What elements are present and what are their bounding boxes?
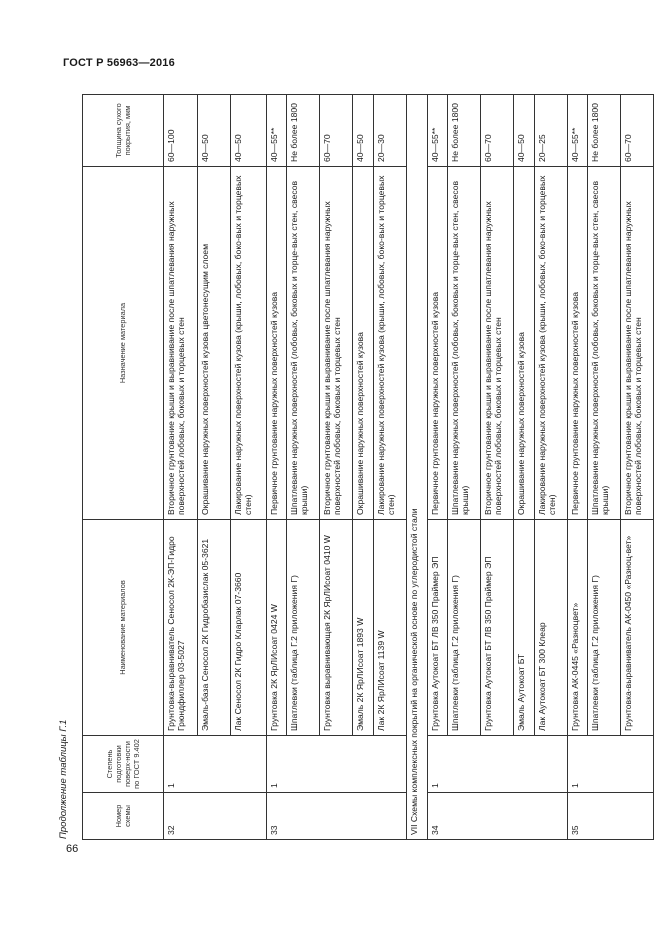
coating-thickness: Не более 1800 [448, 95, 481, 167]
material-name: Эмаль Аутокоат БТ [514, 520, 535, 736]
material-purpose: Окрашивание наружных поверхностей кузова [353, 167, 374, 520]
header-thickness: Толщина сухого покрытия, мкм [83, 95, 164, 167]
material-name: Грунтовка выравнивающая 2К ЯрЛИсоат 0410 W [320, 520, 353, 736]
scheme-number: 33 [267, 793, 407, 840]
material-name: Грунтовка Аутокоат БТ ЛВ 350 Праймер ЭП [428, 520, 448, 736]
table-row [428, 95, 448, 840]
material-purpose: Первичное грунтование наружных поверхностей кузова [267, 167, 287, 520]
prep-degree: 1 [568, 736, 654, 793]
page-number: 66 [66, 843, 79, 855]
prep-degree: 1 [164, 736, 267, 793]
material-name: Лак 2К ЯрЛИсоат 1139 W [374, 520, 407, 736]
table-row [448, 95, 481, 840]
coating-thickness: Не более 1800 [287, 95, 320, 167]
material-purpose: Окрашивание наружных поверхностей кузова цветонесущим слоем [198, 167, 231, 520]
coating-thickness: 60—70 [621, 95, 654, 167]
material-purpose: Лакирование наружных поверхностей кузова (крыши, лобовых, боко-вых и торцевых стен) [535, 167, 568, 520]
material-purpose: Первичное грунтование наружных поверхностей кузова [568, 167, 588, 520]
scheme-number: 35 [568, 793, 654, 840]
material-name: Эмаль-база Сеносол 2К Гидробазислак 05-3621 [198, 520, 231, 736]
table-row [535, 95, 568, 840]
material-purpose: Лакирование наружных поверхностей кузова (крыши, лобовых, боко-вых и торцевых стен) [374, 167, 407, 520]
material-name: Шпатлевки (таблица Г.2 приложения Г) [588, 520, 621, 736]
header-prep-degree: Степень подготовки поверх-ности по ГОСТ 9.402 [83, 736, 164, 793]
material-purpose: Вторичное грунтование крыши и выравнивание после шпатлевания наружных поверхностей лобовых, боковых и торцевых стен [164, 167, 198, 520]
material-purpose: Шпатлевание наружных поверхностей (лобовых, боковых и торце-вых стен, свесов крыши) [448, 167, 481, 520]
table-row [287, 95, 320, 840]
coating-thickness: 60—70 [481, 95, 514, 167]
coating-thickness: 60—100 [164, 95, 198, 167]
material-purpose: Вторичное грунтование крыши и выравнивание после шпатлевания наружных поверхностей лобовых, боковых и торцевых стен [481, 167, 514, 520]
coating-thickness: 40—50 [231, 95, 267, 167]
table-row [514, 95, 535, 840]
material-name: Грунтовка-выравниватель Сеносол 2К-ЭП-Гидро Грюндфиллер 03-5027 [164, 520, 198, 736]
coating-thickness: 40—50 [514, 95, 535, 167]
prep-degree: 1 [428, 736, 568, 793]
header-scheme-no: Номер схемы [83, 793, 164, 840]
coating-thickness: 20—25 [535, 95, 568, 167]
coating-thickness: 40—55** [267, 95, 287, 167]
material-name: Шпатлевки (таблица Г.2 приложения Г) [287, 520, 320, 736]
header-purpose: Назначение материала [83, 167, 164, 520]
scheme-number: 34 [428, 793, 568, 840]
coating-thickness: 60—70 [320, 95, 353, 167]
coating-thickness: 40—55** [568, 95, 588, 167]
coatings-table [82, 94, 654, 840]
material-purpose: Первичное грунтование наружных поверхностей кузова [428, 167, 448, 520]
material-name: Эмаль 2К ЯрЛИсоат 1893 W [353, 520, 374, 736]
table-row [374, 95, 407, 840]
coating-thickness: 40—50 [353, 95, 374, 167]
material-purpose: Вторичное грунтование крыши и выравнивание после шпатлевания наружных поверхностей лобовых, боковых и торцевых стен [320, 167, 353, 520]
material-name: Грунтовка 2К ЯрЛИсоат 0424 W [267, 520, 287, 736]
material-purpose: Шпатлевание наружных поверхностей (лобовых, боковых и торце-вых стен, свесов крыши) [287, 167, 320, 520]
coating-thickness: Не более 1800 [588, 95, 621, 167]
section-row [407, 95, 428, 840]
table-row [267, 95, 287, 840]
table-continuation-caption: Продолжение таблицы Г.1 [58, 719, 69, 839]
material-name: Лак Аутокоат БТ 300 Клеар [535, 520, 568, 736]
table-header-row [83, 95, 164, 840]
document-title: ГОСТ Р 56963—2016 [63, 57, 175, 69]
table-row [320, 95, 353, 840]
rotated-table-container [82, 95, 644, 840]
material-name: Грунтовка АК-0445 «Разноцвет» [568, 520, 588, 736]
prep-degree: 1 [267, 736, 407, 793]
coating-thickness: 40—55** [428, 95, 448, 167]
material-purpose: Вторичное грунтование крыши и выравнивание после шпатлевания наружных поверхностей лобовых, боковых и торцевых стен [621, 167, 654, 520]
scheme-number: 32 [164, 793, 267, 840]
material-purpose: Окрашивание наружных поверхностей кузова [514, 167, 535, 520]
table-row [588, 95, 621, 840]
table-row [481, 95, 514, 840]
table-row [231, 95, 267, 840]
header-material-names: Наименование материалов [83, 520, 164, 736]
material-name: Лак Сеносол 2К Гидро Кларлак 07-3660 [231, 520, 267, 736]
material-purpose: Шпатлевание наружных поверхностей (лобовых, боковых и торце-вых стен, свесов крыши) [588, 167, 621, 520]
material-name: Шпатлевки (таблица Г.2 приложения Г) [448, 520, 481, 736]
table-row [164, 95, 198, 840]
material-name: Грунтовка-выравниватель АК-0450 «Разноц-вет» [621, 520, 654, 736]
material-name: Грунтовка Аутокоат БТ ЛВ 350 Праймер ЭП [481, 520, 514, 736]
table-row [353, 95, 374, 840]
coating-thickness: 40—50 [198, 95, 231, 167]
material-purpose: Лакирование наружных поверхностей кузова (крыши, лобовых, боко-вых и торцевых стен) [231, 167, 267, 520]
table-row [621, 95, 654, 840]
table-row [198, 95, 231, 840]
section-heading: VII Схемы комплексных покрытий на органической основе по углеродистой стали [407, 95, 428, 840]
table-row [568, 95, 588, 840]
coating-thickness: 20—30 [374, 95, 407, 167]
